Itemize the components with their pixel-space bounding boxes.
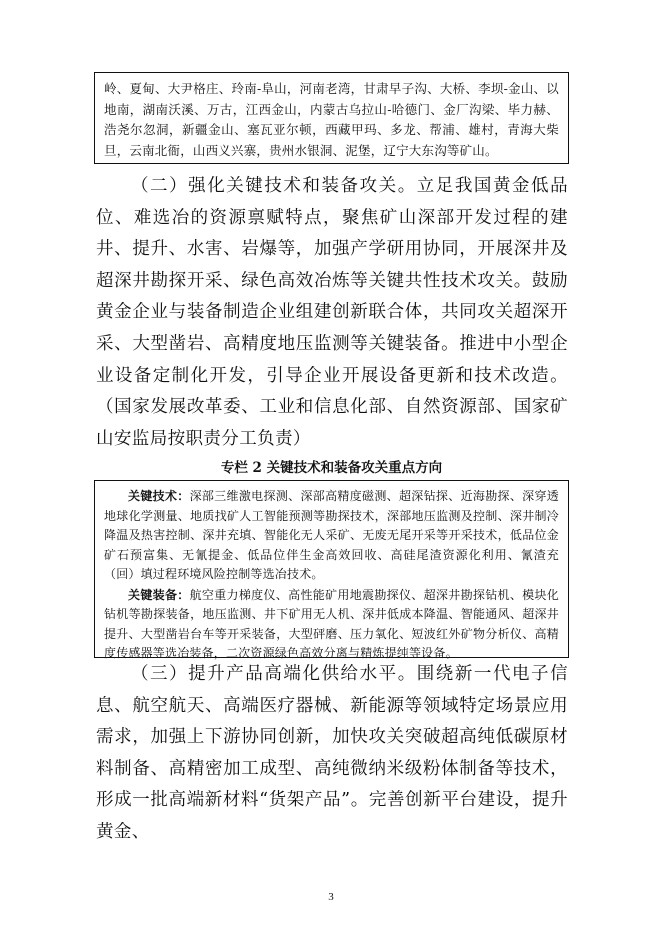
key-technology-text: 深部三维激电探测、深部高精度磁测、超深钻探、近海勘探、深穿透地球化学测量、地质找矿人工智能预测等勘探技术，深部地压监测及控制、深井制冷降温及热害控制、深井充填、智能化无人采矿、无废无尾开采等开采技术，低品位金矿石预富集、无氰提金、低品位伴生金高效回收、高硅尾渣资源化利用、氰渣充（回）填过程环境风险控制等选冶技术。 [104, 489, 559, 581]
page-number: 3 [328, 891, 334, 903]
section-3-paragraph: （三）提升产品高端化供给水平。围绕新一代电子信息、航空航天、高端医疗器械、新能源等领域特定场景应用需求，加强上下游协同创新，加快攻关突破超高纯低碳原材料制备、高精密加工成型、高纯微纳米级粉体制备等技术，形成一批高端新材料“货架产品”。完善创新平台建设，提升黄金、 [96, 664, 568, 842]
key-equipment-paragraph [104, 586, 559, 664]
box-2 [94, 480, 569, 658]
key-equipment-label: 关键装备： [128, 587, 190, 602]
continued-box-text: 岭、夏甸、大尹格庄、玲南-阜山，河南老湾，甘肃早子沟、大桥、李坝-金山、以地南，湖南沃溪、万古，江西金山，内蒙古乌拉山-哈德门、金厂沟梁、毕力赫、浩尧尔忽洞，新疆金山、塞瓦亚尔顿，西藏甲玛、多龙、帮浦、雄村，青海大柴旦，云南北衙，山西义兴寨，贵州水银洞、泥堡，辽宁大东沟等矿山。 [104, 81, 559, 158]
key-technology-label: 关键技术： [128, 489, 190, 503]
key-technology-paragraph [104, 487, 559, 585]
continued-box [94, 72, 569, 164]
section-2-paragraph: （二）强化关键技术和装备攻关。立足我国黄金低品位、难选冶的资源禀赋特点，聚焦矿山深部开发过程的建井、提升、水害、岩爆等，加强产学研用协同，开展深井及超深井勘探开采、绿色高效冶炼等关键共性技术攻关。鼓励黄金企业与装备制造企业组建创新联合体，共同攻关超深开采、大型凿岩、高精度地压监测等关键装备。推进中小型企业设备定制化开发，引导企业开展设备更新和技术改造。（国家发展改革委、工业和信息化部、自然资源部、国家矿山安监局按职责分工负责） [96, 176, 568, 449]
key-equipment-text: 航空重力梯度仪、高性能矿用地震勘探仪、超深井勘探钻机、模块化钻机等勘探装备，地压监测、井下矿用无人机、深井低成本降温、智能通风、超深井提升、大型凿岩台车等开采装备，大型砰磨、压力氧化、短波红外矿物分析仪、高精度传感器等选冶装备，二次资源绿色高效分离与精炼提纯等设备。 [104, 587, 559, 660]
box-2-title: 专栏 2 关键技术和装备攻关重点方向 [220, 460, 443, 476]
